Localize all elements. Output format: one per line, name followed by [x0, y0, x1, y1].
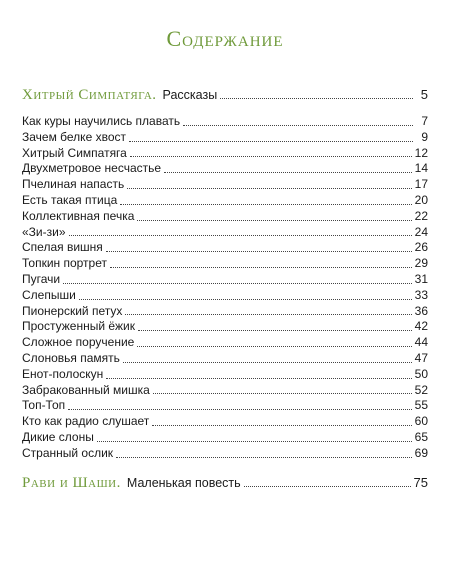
dot-leader	[137, 219, 411, 221]
toc-entry	[22, 351, 428, 367]
toc-entry-title: Пугачи	[22, 271, 61, 286]
toc-entry	[22, 240, 428, 256]
toc-entry-page: 47	[414, 350, 428, 365]
dot-leader	[79, 298, 412, 300]
toc-entry-title: Пионерский петух	[22, 303, 123, 318]
toc-entry	[22, 177, 428, 193]
toc-entry-page: 33	[414, 287, 428, 302]
dot-leader	[97, 440, 412, 442]
dot-leader	[106, 377, 411, 379]
toc-entry-title: Зачем белке хвост	[22, 129, 126, 144]
toc-entry	[22, 130, 428, 146]
toc-entry	[22, 335, 428, 351]
toc-entry-page: 20	[414, 192, 428, 207]
toc-entry	[22, 383, 428, 399]
toc-entry-title: Спелая вишня	[22, 240, 103, 255]
toc-entry-page: 42	[414, 319, 428, 334]
toc-entry-page: 24	[414, 224, 428, 239]
toc-entry-page: 9	[421, 129, 428, 144]
toc-entry	[22, 319, 428, 335]
part-two-row	[22, 475, 428, 491]
dot-leader	[125, 313, 411, 315]
toc-entry-title: Есть такая птица	[22, 192, 118, 207]
dot-leader	[164, 171, 412, 173]
toc-entry	[22, 272, 428, 288]
toc-entry-title: Дикие слоны	[22, 429, 94, 444]
dot-leader	[120, 203, 411, 205]
toc-entry	[22, 193, 428, 209]
toc-entry-title: Пчелиная напасть	[22, 177, 125, 192]
dot-leader	[127, 187, 411, 189]
dot-leader	[220, 97, 413, 99]
dot-leader	[110, 266, 412, 268]
part-two-subtitle: Маленькая повесть	[126, 476, 241, 490]
toc-entry-title: Коллективная печка	[22, 208, 135, 223]
toc-entry	[22, 288, 428, 304]
toc-entry-page: 55	[414, 398, 428, 413]
toc-entry	[22, 256, 428, 272]
dot-leader	[153, 392, 412, 394]
toc-entry-page: 14	[414, 161, 428, 176]
toc-entry-page: 60	[414, 414, 428, 429]
toc-entry-title: Сложное поручение	[22, 335, 135, 350]
toc-entry-page: 29	[414, 256, 428, 271]
dot-leader	[130, 155, 412, 157]
toc-entry	[22, 209, 428, 225]
dot-leader	[116, 456, 412, 458]
dot-leader	[244, 485, 411, 487]
toc-entry	[22, 114, 428, 130]
dot-leader	[63, 282, 412, 284]
part-two-header	[22, 475, 428, 491]
toc-entry	[22, 367, 428, 383]
toc-entry	[22, 446, 428, 462]
toc-entry-page: 44	[414, 335, 428, 350]
part-one-page: 5	[420, 87, 428, 102]
toc-entry-page: 36	[414, 303, 428, 318]
part-one-header	[22, 87, 428, 103]
part-one-subtitle: Рассказы	[162, 88, 218, 102]
part-one-heading: Хитрый Симпатяга.	[22, 87, 157, 103]
dot-leader	[138, 329, 412, 331]
toc-entry-page: 17	[414, 177, 428, 192]
toc-entry-page: 65	[414, 429, 428, 444]
part-two-page: 75	[413, 475, 428, 490]
toc-entry	[22, 414, 428, 430]
toc-entry-title: Топкин портрет	[22, 256, 108, 271]
toc-entry-page: 7	[421, 114, 428, 128]
toc-entry-page: 50	[414, 366, 428, 381]
dot-leader	[137, 345, 411, 347]
toc-entry	[22, 304, 428, 320]
dot-leader	[68, 408, 412, 410]
page-title: Содержание	[166, 26, 284, 51]
dot-leader	[106, 250, 412, 252]
dot-leader	[183, 124, 413, 126]
toc-entry-page: 69	[414, 445, 428, 460]
dot-leader	[123, 361, 412, 363]
toc-entry-title: Двухметровое несчастье	[22, 161, 162, 176]
toc-list	[22, 114, 428, 462]
toc-entry	[22, 146, 428, 162]
toc-entry-title: Простуженный ёжик	[22, 319, 136, 334]
toc-entry-title: Кто как радио слушает	[22, 414, 150, 429]
toc-entry-title: Как куры научились плавать	[22, 114, 181, 128]
toc-entry	[22, 398, 428, 414]
part-one-row	[22, 87, 428, 103]
toc-entry-page: 52	[414, 382, 428, 397]
toc-entry-page: 26	[414, 240, 428, 255]
dot-leader	[129, 140, 413, 142]
dot-leader	[152, 424, 411, 426]
dot-leader	[69, 234, 412, 236]
toc-entry-title: Топ-Топ	[22, 398, 66, 413]
toc-entry-title: Енот-полоскун	[22, 366, 104, 381]
toc-entry-title: Странный ослик	[22, 445, 114, 460]
toc-entry-title: «Зи-зи»	[22, 224, 66, 239]
toc-entry-page: 22	[414, 208, 428, 223]
toc-entry	[22, 225, 428, 241]
toc-entry-title: Слоновья память	[22, 350, 120, 365]
part-two-heading: Рави и Шаши.	[22, 475, 121, 491]
toc-entry-page: 12	[414, 145, 428, 160]
toc-entry-page: 31	[414, 271, 428, 286]
toc-entry	[22, 430, 428, 446]
toc-entry-title: Хитрый Симпатяга	[22, 145, 127, 160]
toc-entry-title: Забракованный мишка	[22, 382, 150, 397]
toc-entry-title: Слепыши	[22, 287, 76, 302]
toc-entry	[22, 161, 428, 177]
